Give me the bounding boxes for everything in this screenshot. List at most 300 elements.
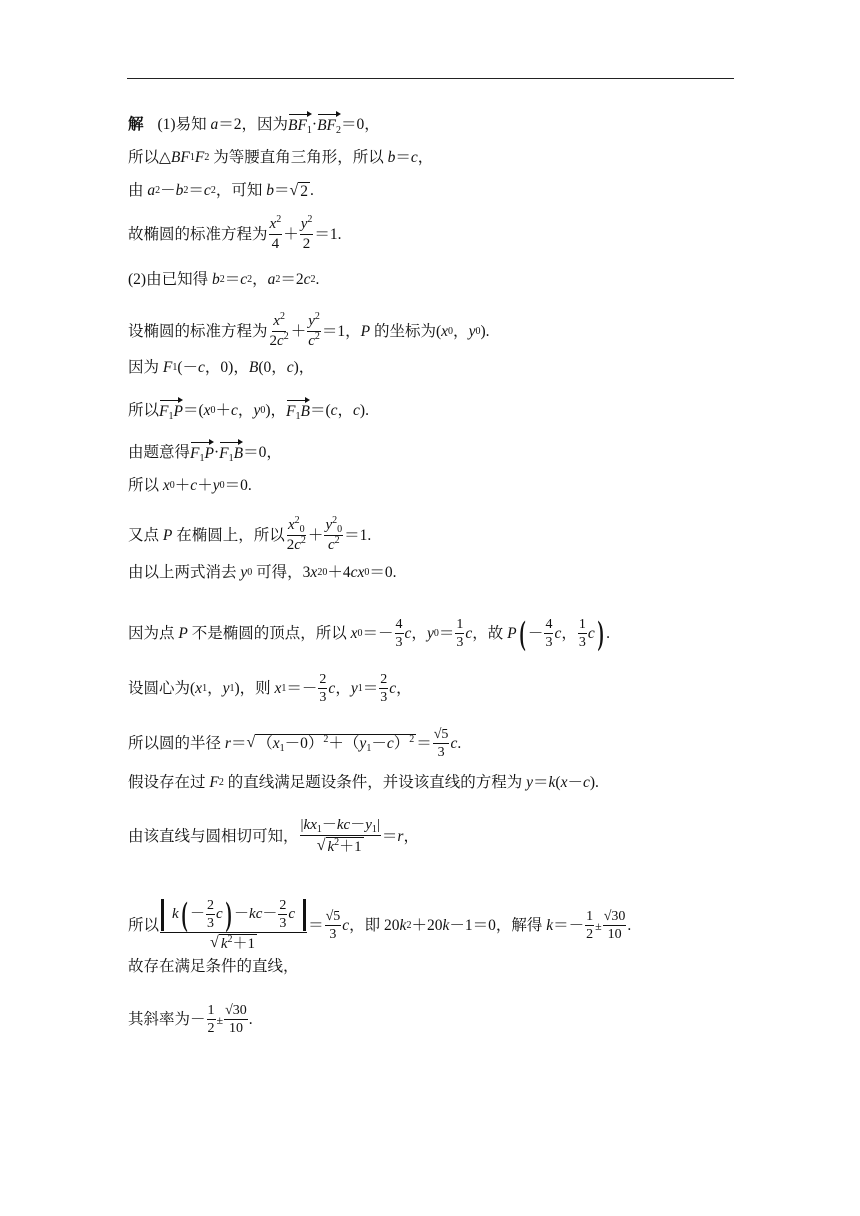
var: a <box>147 182 156 199</box>
numerator: 1 <box>207 1003 215 1018</box>
var: P <box>204 445 214 462</box>
fraction <box>585 909 594 942</box>
sub: 1 <box>228 453 234 464</box>
fraction <box>455 617 464 650</box>
text: 故存在满足条件的直线， <box>128 958 299 975</box>
var: c <box>198 359 205 376</box>
denominator <box>316 836 365 856</box>
text: （ <box>257 735 273 752</box>
var: x <box>560 774 568 791</box>
text: . <box>627 916 632 934</box>
numerator: √30 <box>603 909 626 924</box>
var: x <box>274 679 282 697</box>
vector-f1b <box>219 442 243 464</box>
denominator <box>269 332 290 350</box>
text: 其斜率为－ <box>128 1010 206 1028</box>
text: ＝ <box>362 679 379 697</box>
numerator <box>300 817 381 836</box>
line-12: 由以上两式消去 y 0 可得，3 x 2 0 ＋4 c x 0 ＝0. <box>128 564 397 581</box>
var: P <box>173 403 183 420</box>
var: y <box>359 735 367 752</box>
text: ＋ <box>197 477 213 494</box>
header-rule <box>127 78 734 79</box>
abs: | <box>300 817 304 833</box>
line-7: 因为 F 1 (－ c ，0)， B (0， c )， <box>128 359 315 376</box>
text: ，即 20 <box>349 916 400 934</box>
sub: 1 <box>199 453 205 464</box>
line-1 <box>128 114 380 136</box>
numerator <box>300 216 314 235</box>
text: － <box>350 817 366 833</box>
var: y <box>300 216 308 232</box>
num: 2 <box>286 537 295 553</box>
fraction <box>278 898 287 931</box>
text: ＝( <box>182 402 204 419</box>
text: )，则 <box>234 679 275 697</box>
abs: | <box>376 817 380 833</box>
text: ). <box>480 322 490 340</box>
var: c <box>203 182 211 199</box>
text: ＋4 <box>327 564 351 581</box>
var: c <box>216 906 223 922</box>
numerator: √5 <box>325 909 341 924</box>
numerator <box>272 313 286 332</box>
text: ， <box>337 402 354 419</box>
numerator: 2 <box>380 672 388 687</box>
denominator: 10 <box>607 927 622 942</box>
left-paren: ( <box>181 895 188 933</box>
text: 设圆心为( <box>128 679 196 697</box>
sqrt <box>210 934 257 953</box>
var: P <box>507 624 517 642</box>
text: ， <box>207 679 223 697</box>
fraction <box>603 909 627 942</box>
text: (1)易知 <box>157 116 211 133</box>
var: c <box>330 402 338 419</box>
var: c <box>386 735 394 752</box>
fraction <box>160 895 307 953</box>
text: ＝ <box>224 271 241 288</box>
text: . <box>248 1010 253 1028</box>
text: ＝1， <box>321 322 361 340</box>
text: 由以上两式消去 <box>128 564 241 581</box>
text: ＋ <box>307 526 324 544</box>
abs-bar <box>303 899 306 931</box>
var: c <box>410 149 418 166</box>
denominator: 3 <box>437 745 445 760</box>
fraction <box>325 909 342 942</box>
text: ， <box>417 149 434 166</box>
sup: 2 <box>314 311 320 322</box>
sqrt <box>317 837 364 856</box>
var: c <box>583 774 590 791</box>
text: 设椭圆的标准方程为 <box>128 322 268 340</box>
var: BF <box>317 117 337 134</box>
dot: · <box>213 444 220 461</box>
var: c <box>288 906 296 922</box>
text: ＝0. <box>369 564 397 581</box>
sub: 1 <box>168 411 174 422</box>
denominator: 3 <box>545 635 553 650</box>
line-20 <box>128 1003 253 1036</box>
text: ，故 <box>472 624 508 642</box>
numerator: 2 <box>207 898 215 913</box>
var: P <box>178 624 188 642</box>
fraction <box>307 313 321 350</box>
fraction <box>433 727 450 760</box>
var: c <box>231 402 238 419</box>
line-10: 所以 x 0 ＋ c ＋ y 0 ＝0. <box>128 477 252 494</box>
line-6: 设椭圆的标准方程为 $\frac{x^2}{2c^2}$ ＋ $\frac{y^2}{c^2}$ ＝1， P 的坐标为( x 0 ， y 0 ). <box>128 311 490 349</box>
fraction <box>544 617 553 650</box>
text: ＝－ <box>553 916 585 934</box>
var: y <box>222 679 230 697</box>
fraction <box>300 216 314 253</box>
text: ). <box>589 774 599 791</box>
text: － <box>160 182 176 199</box>
text: 假设存在过 <box>128 774 210 791</box>
var: y <box>468 322 476 340</box>
radicand: 2 <box>300 182 308 200</box>
var: c <box>294 537 301 553</box>
text: ， <box>335 679 351 697</box>
var: c <box>404 624 412 642</box>
sub: 2 <box>336 125 342 136</box>
var: c <box>277 333 284 349</box>
text: － <box>262 906 278 922</box>
text: )， <box>265 402 286 419</box>
text: ＋（ <box>328 735 360 752</box>
text: － <box>190 906 206 922</box>
var: c <box>286 359 294 376</box>
line-4 <box>128 216 342 253</box>
var: y <box>308 313 315 329</box>
var: c <box>328 679 336 697</box>
line-13: 因为点 P 不是椭圆的顶点，所以 x 0 ＝－ $\frac{4}{3}$ c ， y 0 ＝ $\frac{1}{3}$ c ，故 P ( － $\frac{4}{3}$ c ， $\frac{1}{3}$ c ) . <box>128 614 610 652</box>
fraction <box>224 1003 248 1036</box>
var: x <box>310 564 318 581</box>
denominator: 3 <box>395 635 403 650</box>
var: B <box>248 359 259 376</box>
var: F <box>286 403 296 420</box>
text: ＝0， <box>341 116 380 133</box>
line-14: 设圆心为( x 1 ， y 1 )，则 x 1 ＝－ $\frac{2}{3}$ c ， y 1 ＝ $\frac{2}{3}$ c ， <box>128 672 412 705</box>
var: b <box>211 271 220 288</box>
fraction <box>206 898 215 931</box>
numerator <box>269 216 283 235</box>
var: k <box>546 916 554 934</box>
text: ， <box>396 679 412 697</box>
fraction <box>269 313 290 350</box>
var: F <box>190 445 200 462</box>
denominator: 2 <box>586 927 594 942</box>
text: ＝ <box>230 734 247 752</box>
denominator <box>286 536 307 554</box>
sqrt-sign: √ <box>289 181 299 199</box>
var: b <box>175 182 184 199</box>
sub: 1 <box>295 411 301 422</box>
denominator: 4 <box>271 236 280 252</box>
text: 所以 <box>128 916 160 934</box>
line-5: (2)由已知得 b 2 ＝ c 2 ， a 2 ＝2 c 2 . <box>128 271 320 288</box>
var: F <box>219 445 229 462</box>
text: ） <box>393 735 410 752</box>
sup: 2 <box>227 934 233 945</box>
numerator: 4 <box>545 617 553 632</box>
text: . <box>457 734 462 752</box>
numerator: 4 <box>395 617 403 632</box>
var: r <box>397 827 404 845</box>
var: b <box>266 182 274 199</box>
var: c <box>308 333 315 349</box>
var: P <box>360 322 371 340</box>
vector-bf1 <box>288 114 312 136</box>
vector-f1p <box>159 400 183 422</box>
var: r <box>224 734 231 752</box>
sup: 2 <box>334 837 340 848</box>
right-paren: ) <box>225 895 232 933</box>
numerator: 2 <box>319 672 327 687</box>
var: c <box>327 537 335 553</box>
sub: 1 <box>371 824 377 835</box>
sup: 2 <box>276 214 282 225</box>
text: 由该直线与圆相切可知， <box>128 827 299 845</box>
text: 所以 <box>128 402 160 419</box>
sub: 0 <box>337 524 343 535</box>
line-16: 假设存在过 F 2 的直线满足题设条件，并设该直线的方程为 y ＝ k ( x － c ). <box>128 774 599 791</box>
fraction <box>207 1003 216 1036</box>
abs-bar <box>161 899 164 931</box>
var: k <box>399 916 407 934</box>
sup: 2 <box>294 515 300 526</box>
var: y <box>240 564 248 581</box>
numerator: 2 <box>279 898 287 913</box>
var: y <box>212 477 220 494</box>
var: y <box>426 624 434 642</box>
fraction <box>395 617 404 650</box>
var: kc <box>336 817 351 833</box>
var: F <box>194 149 205 166</box>
text: ＝1. <box>314 225 342 243</box>
text: ， <box>411 624 427 642</box>
text: 在椭圆上，所以 <box>172 526 285 544</box>
var: x <box>288 517 295 533</box>
numerator: √5 <box>433 727 449 742</box>
var: c <box>450 734 458 752</box>
denominator: 2 <box>207 1021 215 1036</box>
sub: 1 <box>366 743 372 754</box>
sup: 2 <box>332 515 338 526</box>
radicand <box>326 837 364 856</box>
var: c <box>389 679 397 697</box>
text: 的直线满足题设条件，并设该直线的方程为 <box>223 774 527 791</box>
text: ＋1 <box>339 839 362 855</box>
var: P <box>162 526 173 544</box>
var: y <box>365 817 372 833</box>
numerator <box>160 895 307 933</box>
var: k <box>442 916 450 934</box>
sqrt <box>289 182 310 201</box>
var: k <box>172 906 179 922</box>
text: － <box>321 817 337 833</box>
sqrt-sign: √ <box>210 934 219 951</box>
numerator: √30 <box>225 1003 247 1018</box>
var: y <box>253 402 261 419</box>
fraction <box>379 672 388 705</box>
text: ＝－ <box>362 624 394 642</box>
right-paren: ) <box>597 614 604 652</box>
var: b <box>387 149 396 166</box>
text: ). <box>359 402 369 419</box>
denominator: 3 <box>329 927 337 942</box>
dot: · <box>311 116 318 133</box>
var: c <box>587 624 595 642</box>
numerator: 1 <box>456 617 464 632</box>
num: 2 <box>269 333 278 349</box>
var: k <box>327 839 335 855</box>
text: 又点 <box>128 526 163 544</box>
denominator <box>327 536 341 554</box>
text: －0） <box>284 735 324 752</box>
var: x <box>272 735 280 752</box>
text: ＋ <box>290 322 307 340</box>
text: － <box>567 774 583 791</box>
text: 故椭圆的标准方程为 <box>128 225 268 243</box>
text: ＝ <box>381 827 398 845</box>
text: 的坐标为( <box>370 322 442 340</box>
var: F <box>159 403 169 420</box>
var: c <box>342 916 350 934</box>
text: (0， <box>258 359 287 376</box>
var: B <box>300 403 310 420</box>
sup: 2 <box>409 734 415 745</box>
denominator: 3 <box>578 635 586 650</box>
text: ＝2，因为 <box>218 116 288 133</box>
var: k <box>548 774 556 791</box>
sup: 2 <box>307 214 313 225</box>
denominator: 3 <box>279 916 287 931</box>
text: 由 <box>128 182 148 199</box>
var: x <box>203 402 211 419</box>
var: BF <box>287 117 307 134</box>
radicand <box>219 934 257 953</box>
plus-minus: ± <box>216 1012 224 1027</box>
fraction <box>286 517 307 554</box>
text: 由题意得 <box>128 444 191 461</box>
text: (2)由已知得 <box>128 271 212 288</box>
sup: 2 <box>300 535 306 546</box>
numerator <box>287 517 306 536</box>
var: F <box>209 774 219 791</box>
sup: 2 <box>283 331 289 342</box>
denominator: 10 <box>228 1021 243 1036</box>
denominator: 2 <box>302 236 311 252</box>
text: 不是椭圆的顶点，所以 <box>187 624 351 642</box>
var: c <box>350 564 358 581</box>
line-19 <box>128 957 299 977</box>
text: 因为 <box>128 359 163 376</box>
fraction <box>300 817 381 856</box>
sub: 1 <box>316 824 322 835</box>
vector-bf2 <box>317 114 341 136</box>
text: 所以△ <box>128 149 171 166</box>
denominator <box>307 332 321 350</box>
denominator <box>209 933 258 953</box>
text: － <box>371 735 387 752</box>
text: ， <box>252 271 268 288</box>
text: ＋ <box>215 402 232 419</box>
text: 为等腰直角三角形，所以 <box>209 149 388 166</box>
text: ＝ <box>416 734 432 752</box>
var: x <box>357 564 365 581</box>
text: 所以圆的半径 <box>128 734 225 752</box>
fraction <box>318 672 327 705</box>
denominator: 3 <box>380 690 388 705</box>
text: － <box>234 906 250 922</box>
sub: 1 <box>306 125 312 136</box>
sqrt-sign: √ <box>246 734 256 751</box>
fraction <box>269 216 283 253</box>
plus-minus: ± <box>595 918 602 933</box>
text: － <box>527 624 544 642</box>
text: ＝ <box>308 916 324 934</box>
var: x <box>195 679 203 697</box>
var: kx <box>303 817 317 833</box>
var: c <box>190 477 198 494</box>
var: kc <box>249 906 263 922</box>
var: x <box>441 322 449 340</box>
sup: 2 <box>334 535 340 546</box>
line-17 <box>128 817 419 856</box>
fraction <box>578 617 587 650</box>
var: x <box>350 624 358 642</box>
vector-f1p <box>190 442 214 464</box>
solution-label: 解 <box>128 116 144 133</box>
text: )， <box>293 359 315 376</box>
denominator: 3 <box>456 635 464 650</box>
text: ＝1. <box>344 526 372 544</box>
text: ＝ <box>438 624 455 642</box>
var: y <box>350 679 358 697</box>
text: ， <box>403 827 419 845</box>
denominator: 3 <box>319 690 327 705</box>
text: 所以 <box>128 477 163 494</box>
text: ＋1 <box>232 936 256 952</box>
sup: 2 <box>323 734 329 745</box>
var: B <box>233 445 244 462</box>
text: ( <box>555 774 561 791</box>
text: ＝－ <box>286 679 318 697</box>
sub: 1 <box>279 743 285 754</box>
var: k <box>220 936 228 952</box>
var: BF <box>170 149 190 166</box>
sup: 2 <box>279 311 285 322</box>
text: ＝( <box>309 402 331 419</box>
numerator: 1 <box>586 909 594 924</box>
left-paren: ( <box>519 614 526 652</box>
line-3: 由 a 2 － b 2 ＝ c 2 ，可知 b ＝ √ 2 . <box>128 181 314 200</box>
text: ， <box>453 322 469 340</box>
numerator <box>324 517 343 536</box>
text: ＝2 <box>280 271 304 288</box>
text: ＝0. <box>224 477 252 494</box>
var: y <box>526 774 534 791</box>
var: y <box>325 517 333 533</box>
text: －1＝0，解得 <box>449 916 547 934</box>
var: a <box>267 271 276 288</box>
line-11 <box>128 517 371 554</box>
var: x <box>273 313 280 329</box>
